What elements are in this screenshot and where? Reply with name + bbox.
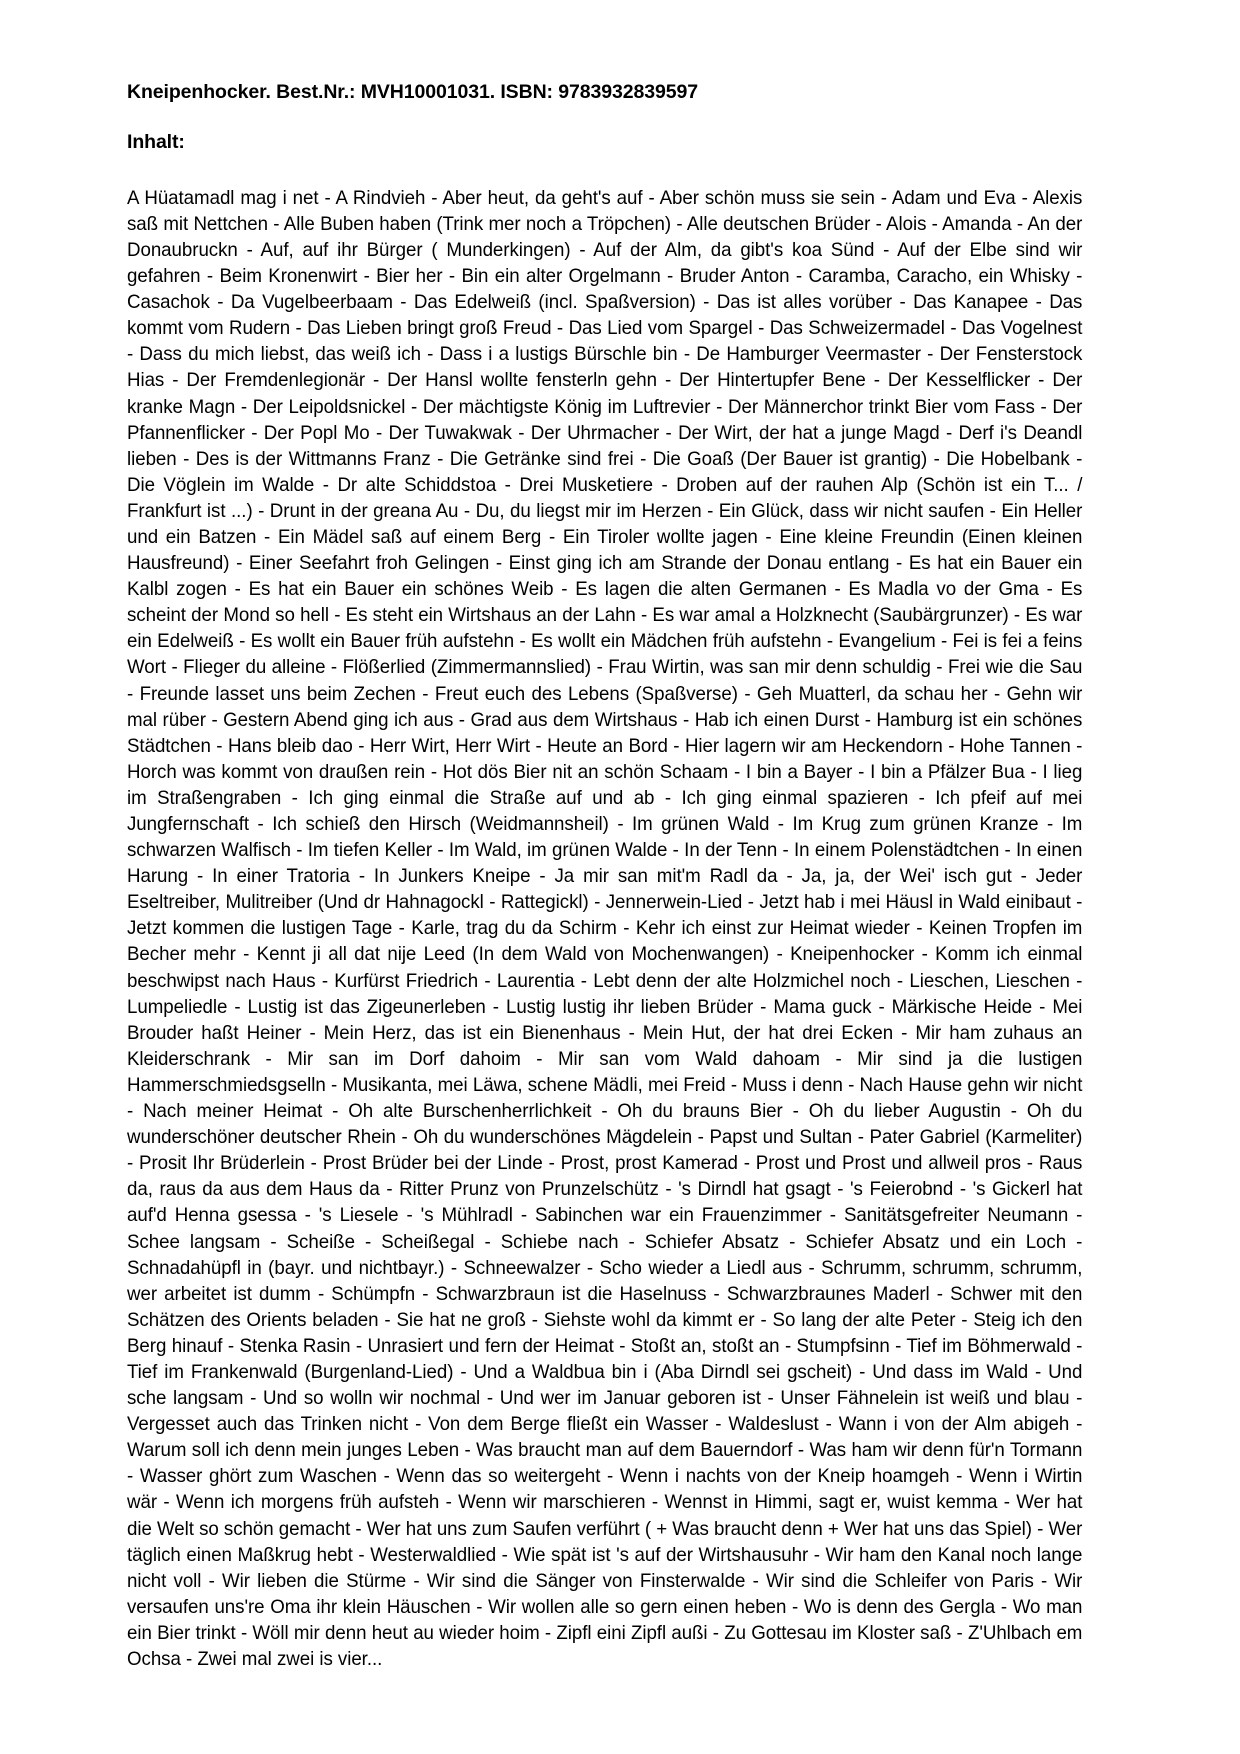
contents-song-list: A Hüatamadl mag i net - A Rindvieh - Aber heut, da geht's auf - Aber schön muss sie sein - Adam und Eva - Alexis saß mit Nettchen - Alle Buben haben (Trink mer noch a Tröpchen) - Alle deutschen Brüder - Alois - Amanda - An der Donaubruckn - Auf, auf ihr Bürger ( Munderkingen) - Auf der Alm, da gibt's koa Sünd - Auf der Elbe sind wir gefahren - Beim Kronenwirt - Bier her - Bin ein alter Orgelmann - Bruder Anton - Caramba, Caracho, ein Whisky - Casachok - Da Vugelbeerbaam - Das Edelweiß (incl. Spaßversion) - Das ist alles vorüber - Das Kanapee - Das kommt vom Rudern - Das Lieben bringt groß Freud - Das Lied vom Spargel - Das Schweizermadel - Das Vogelnest - Dass du mich liebst, das weiß ich - Dass i a lustigs Bürschle bin - De Hamburger Veermaster - Der Fensterstock Hias - Der Fremdenlegionär - Der Hansl wollte fensterln gehn - Der Hintertupfer Bene - Der Kesselflicker - Der kranke Magn - Der Leipoldsnickel - Der mächtigste König im Luftrevier - Der Männerchor trinkt Bier vom Fass - Der Pfannenflicker - Der Popl Mo - Der Tuwakwak - Der Uhrmacher - Der Wirt, der hat a junge Magd - Derf i's Deandl lieben - Des is der Wittmanns Franz - Die Getränke sind frei - Die Goaß (Der Bauer ist grantig) - Die Hobelbank - Die Vöglein im Walde - Dr alte Schiddstoa - Drei Musketiere - Droben auf der rauhen Alp (Schön ist ein T... / Frankfurt ist ...) - Drunt in der greana Au - Du, du liegst mir im Herzen - Ein Glück, dass wir nicht saufen - Ein Heller und ein Batzen - Ein Mädel saß auf einem Berg - Ein Tiroler wollte jagen - Eine kleine Freundin (Einen kleinen Hausfreund) - Einer Seefahrt froh Gelingen - Einst ging ich am Strande der Donau entlang - Es hat ein Bauer ein Kalbl zogen - Es hat ein Bauer ein schönes Weib - Es lagen die alten Germanen - Es Madla vo der Gma - Es scheint der Mond so hell - Es steht ein Wirtshaus an der Lahn - Es war amal a Holzknecht (Saubärgrunzer) - Es war ein Edelweiß - Es wollt ein Bauer früh aufstehn - Es wollt ein Mädchen früh aufstehn - Evangelium - Fei is fei a feins Wort - Flieger du alleine - Flößerlied (Zimmermannslied) - Frau Wirtin, was san mir denn schuldig - Frei wie die Sau - Freunde lasset uns beim Zechen - Freut euch des Lebens (Spaßverse) - Geh Muatterl, da schau her - Gehn wir mal rüber - Gestern Abend ging ich aus - Grad aus dem Wirtshaus - Hab ich einen Durst - Hamburg ist ein schönes Städtchen - Hans bleib dao - Herr Wirt, Herr Wirt - Heute an Bord - Hier lagern wir am Heckendorn - Hohe Tannen - Horch was kommt von draußen rein - Hot dös Bier nit an schön Schaam - I bin a Bayer - I bin a Pfälzer Bua - I lieg im Straßengraben - Ich ging einmal die Straße auf und ab - Ich ging einmal spazieren - Ich pfeif auf mei Jungfernschaft - Ich schieß den Hirsch (Weidmannsheil) - Im grünen Wald - Im Krug zum grünen Kranze - Im schwarzen Walfisch - Im tiefen Keller - Im Wald, im grünen Walde - In der Tenn - In einem Polenstädtchen - In einen Harung - In einer Tratoria - In Junkers Kneipe - Ja mir san mit'm Radl da - Ja, ja, der Wei' isch gut - Jeder Eseltreiber, Mulitreiber (Und dr Hahnagockl - Rattegickl) - Jennerwein-Lied - Jetzt hab i mei Häusl in Wald einibaut - Jetzt kommen die lustigen Tage - Karle, trag du da Schirm - Kehr ich einst zur Heimat wieder - Keinen Tropfen im Becher mehr - Kennt ji all dat nije Leed (In dem Wald von Mochenwangen) - Kneipenhocker - Komm ich einmal beschwipst nach Haus - Kurfürst Friedrich - Laurentia - Lebt denn der alte Holzmichel noch - Lieschen, Lieschen - Lumpeliedle - Lustig ist das Zigeunerleben - Lustig lustig ihr lieben Brüder - Mama guck - Märkische Heide - Mei Brouder haßt Heiner - Mein Herz, das ist ein Bienenhaus - Mein Hut, der hat drei Ecken - Mir ham zuhaus an Kleiderschrank - Mir san im Dorf dahoim - Mir san vom Wald dahoam - Mir sind ja die lustigen Hammerschmiedsgselln - Musikanta, mei Läwa, schene Mädli, mei Freid - Muss i denn - Nach Hause gehn wir nicht - Nach meiner Heimat - Oh alte Burschenherrlichkeit - Oh du brauns Bier - Oh du lieber Augustin - Oh du wunderschöner deutscher Rhein - Oh du wunderschönes Mägdelein - Papst und Sultan - Pater Gabriel (Karmeliter) - Prosit Ihr Brüderlein - Prost Brüder bei der Linde - Prost, prost Kamerad - Prost und Prost und allweil pros - Raus da, raus da aus dem Haus da - Ritter Prunz von Prunzelschütz - 's Dirndl hat gsagt - 's Feierobnd - 's Gickerl hat auf'd Henna gsessa - 's Liesele - 's Mühlradl - Sabinchen war ein Frauenzimmer - Sanitätsgefreiter Neumann - Schee langsam - Scheiße - Scheißegal - Schiebe nach - Schiefer Absatz - Schiefer Absatz und ein Loch - Schnadahüpfl in (bayr. und nichtbayr.) - Schneewalzer - Scho wieder a Liedl aus - Schrumm, schrumm, schrumm, wer arbeitet ist dumm - Schümpfn - Schwarzbraun ist die Haselnuss - Schwarzbraunes Maderl - Schwer mit den Schätzen des Orients beladen - Sie hat ne groß - Siehste wohl da kimmt er - So lang der alte Peter - Steig ich den Berg hinauf - Stenka Rasin - Unrasiert und fern der Heimat - Stoßt an, stoßt an - Stumpfsinn - Tief im Böhmerwald - Tief im Frankenwald (Burgenland-Lied) - Und a Waldbua bin i (Aba Dirndl sei gscheit) - Und dass im Wald - Und sche langsam - Und so wolln wir nochmal - Und wer im Januar geboren ist - Unser Fähnelein ist weiß und blau - Vergesset auch das Trinken nicht - Von dem Berge fließt ein Wasser - Waldeslust - Wann i von der Alm abigeh - Warum soll ich denn mein junges Leben - Was braucht man auf dem Bauerndorf - Was ham wir denn für'n Tormann - Wasser ghört zum Waschen - Wenn das so weitergeht - Wenn i nachts von der Kneip hoamgeh - Wenn i Wirtin wär - Wenn ich morgens früh aufsteh - Wenn wir marschieren - Wennst in Himmi, sagt er, wuist kemma - Wer hat die Welt so schön gemacht - Wer hat uns zum Saufen verführt ( + Was braucht denn + Wer hat uns das Spiel) - Wer täglich einen Maßkrug hebt - Westerwaldlied - Wie spät ist 's auf der Wirtshausuhr - Wir ham den Kanal noch lange nicht voll - Wir lieben die Stürme - Wir sind die Sänger von Finsterwalde - Wir sind die Schleifer von Paris - Wir versaufen uns're Oma ihr klein Häuschen - Wir wollen alle so gern einen heben - Wo is denn des Gergla - Wo man ein Bier trinkt - Wöll mir denn heut au wieder hoim - Zipfl eini Zipfl außi - Zu Gottesau im Kloster saß - Z'Uhlbach em Ochsa - Zwei mal zwei is vier... <box>127 186 1083 1670</box>
document-title: Kneipenhocker. Best.Nr.: MVH10001031. ISBN: 9783932839597 <box>127 81 698 103</box>
document-content <box>127 80 1117 1672</box>
section-heading-inhalt: Inhalt: <box>127 131 185 154</box>
